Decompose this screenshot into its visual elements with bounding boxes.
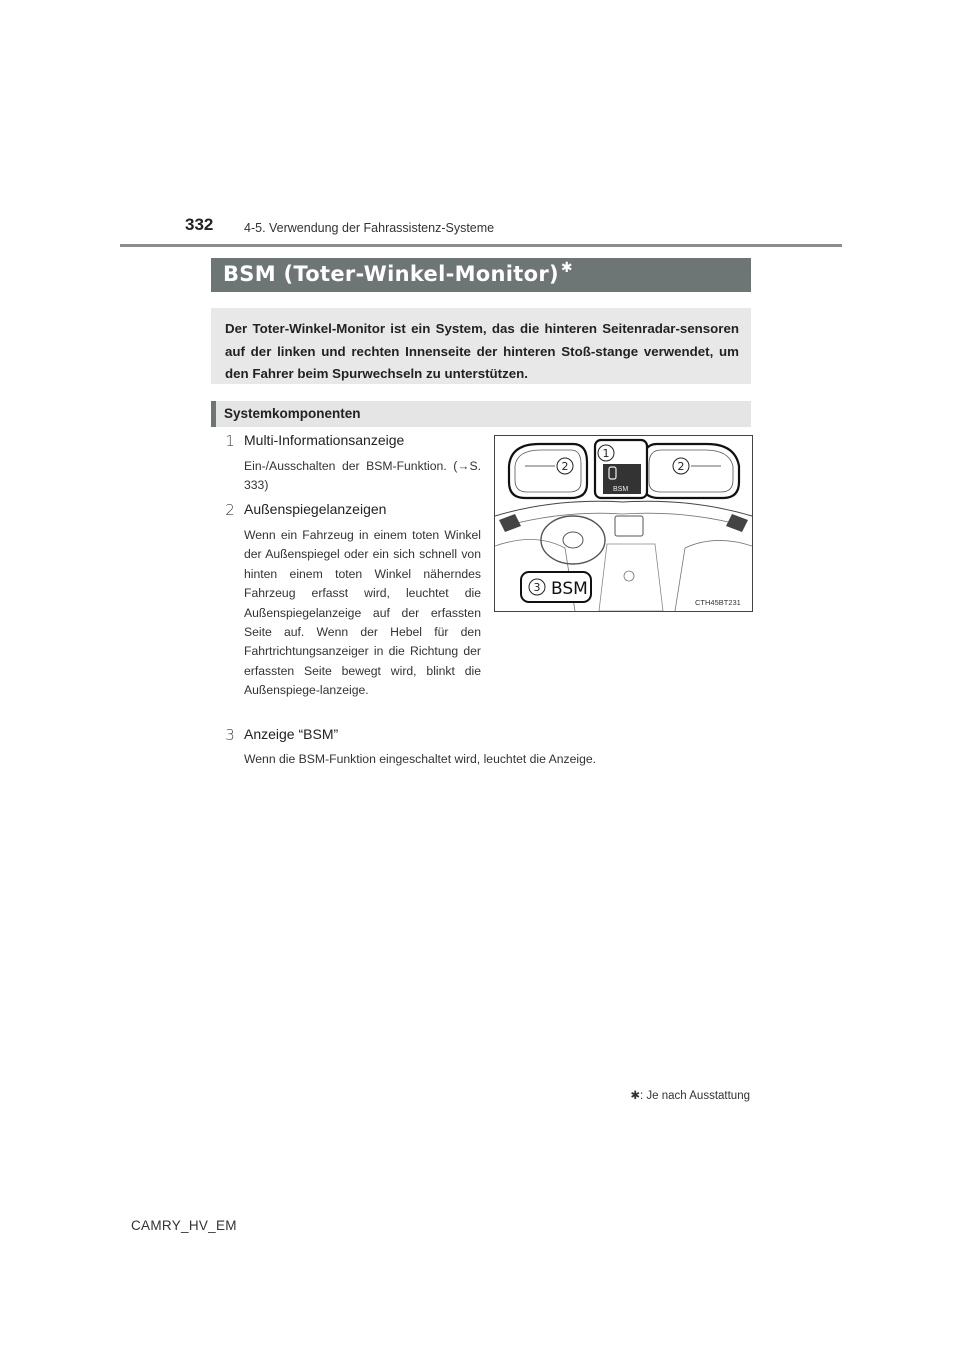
asterisk-icon: ✱ (630, 1090, 641, 1102)
item-number-3: 3 (225, 726, 235, 744)
intro-box (211, 308, 751, 384)
page-number: 332 (185, 215, 214, 234)
item-title-3: Anzeige “BSM” (244, 726, 339, 742)
left-side-mirror (499, 514, 521, 532)
section-header: 4-5. Verwendung der Fahrassistenz-Systeme (244, 221, 495, 235)
display-bsm-label: BSM (613, 486, 629, 493)
callout-3-text: 3 (533, 581, 541, 594)
item-title-1: Multi-Informationsanzeige (244, 432, 405, 448)
item-desc-2: Wenn ein Fahrzeug in einem toten Winkel der Außenspiegel oder ein sich schnell von hinten einem toten Winkel näherndes Fahrzeug erfasst wird, leuchtet die Außenspiegelanzeige auf der erfassten Seite auf. Wenn der Hebel für den Fahrtrichtungsanzeiger in die Richtung der erfassten Seite bewegt wird, blinkt die Außenspiege-lanzeige. (244, 528, 481, 698)
subsection-title: Systemkomponenten (224, 406, 361, 421)
steering-wheel (541, 516, 605, 564)
center-screen (615, 516, 643, 536)
header-divider (120, 244, 842, 247)
steering-hub (563, 532, 583, 548)
console-knob (624, 571, 634, 581)
footnote-text: : Je nach Ausstattung (640, 1090, 750, 1102)
callout-2-left-text: 2 (561, 460, 569, 473)
center-console (599, 544, 663, 611)
left-mirror-shape (509, 444, 587, 498)
item-desc-1: Ein-/Ausschalten der BSM-Funktion. (→S. 333) (244, 459, 481, 493)
asterisk-icon: ✱ (560, 260, 573, 276)
page-title (223, 262, 573, 286)
right-side-mirror (726, 514, 748, 532)
page-title-bar (211, 258, 751, 292)
item-number-2: 2 (225, 501, 235, 519)
dashboard-illustration (494, 435, 753, 612)
callout-1-text: 1 (602, 447, 610, 460)
item-title-2: Außenspiegelanzeigen (244, 501, 387, 517)
footnote (630, 1088, 750, 1102)
callout-2-right-text: 2 (677, 460, 685, 473)
item-number-1: 1 (225, 432, 235, 450)
subsection-bar (211, 401, 751, 427)
intro-text: Der Toter-Winkel-Monitor ist ein System, das die hinteren Seitenradar-sensoren auf der linken und rechten Innenseite der hinteren Stoß-stange verwendet, um den Fahrer beim Spurwechseln zu unterstützen. (225, 321, 739, 381)
bsm-switch-label: BSM (551, 579, 588, 599)
subsection-accent (211, 401, 216, 427)
right-mirror-shape (643, 444, 739, 498)
page-title-text: BSM (Toter-Winkel-Monitor) (223, 262, 559, 286)
figure-code: CTH45BT231 (695, 598, 741, 607)
item-desc-3: Wenn die BSM-Funktion eingeschaltet wird, leuchtet die Anzeige. (244, 752, 597, 766)
footer-code: CAMRY_HV_EM (131, 1218, 237, 1233)
dashboard-drawing (495, 436, 752, 611)
